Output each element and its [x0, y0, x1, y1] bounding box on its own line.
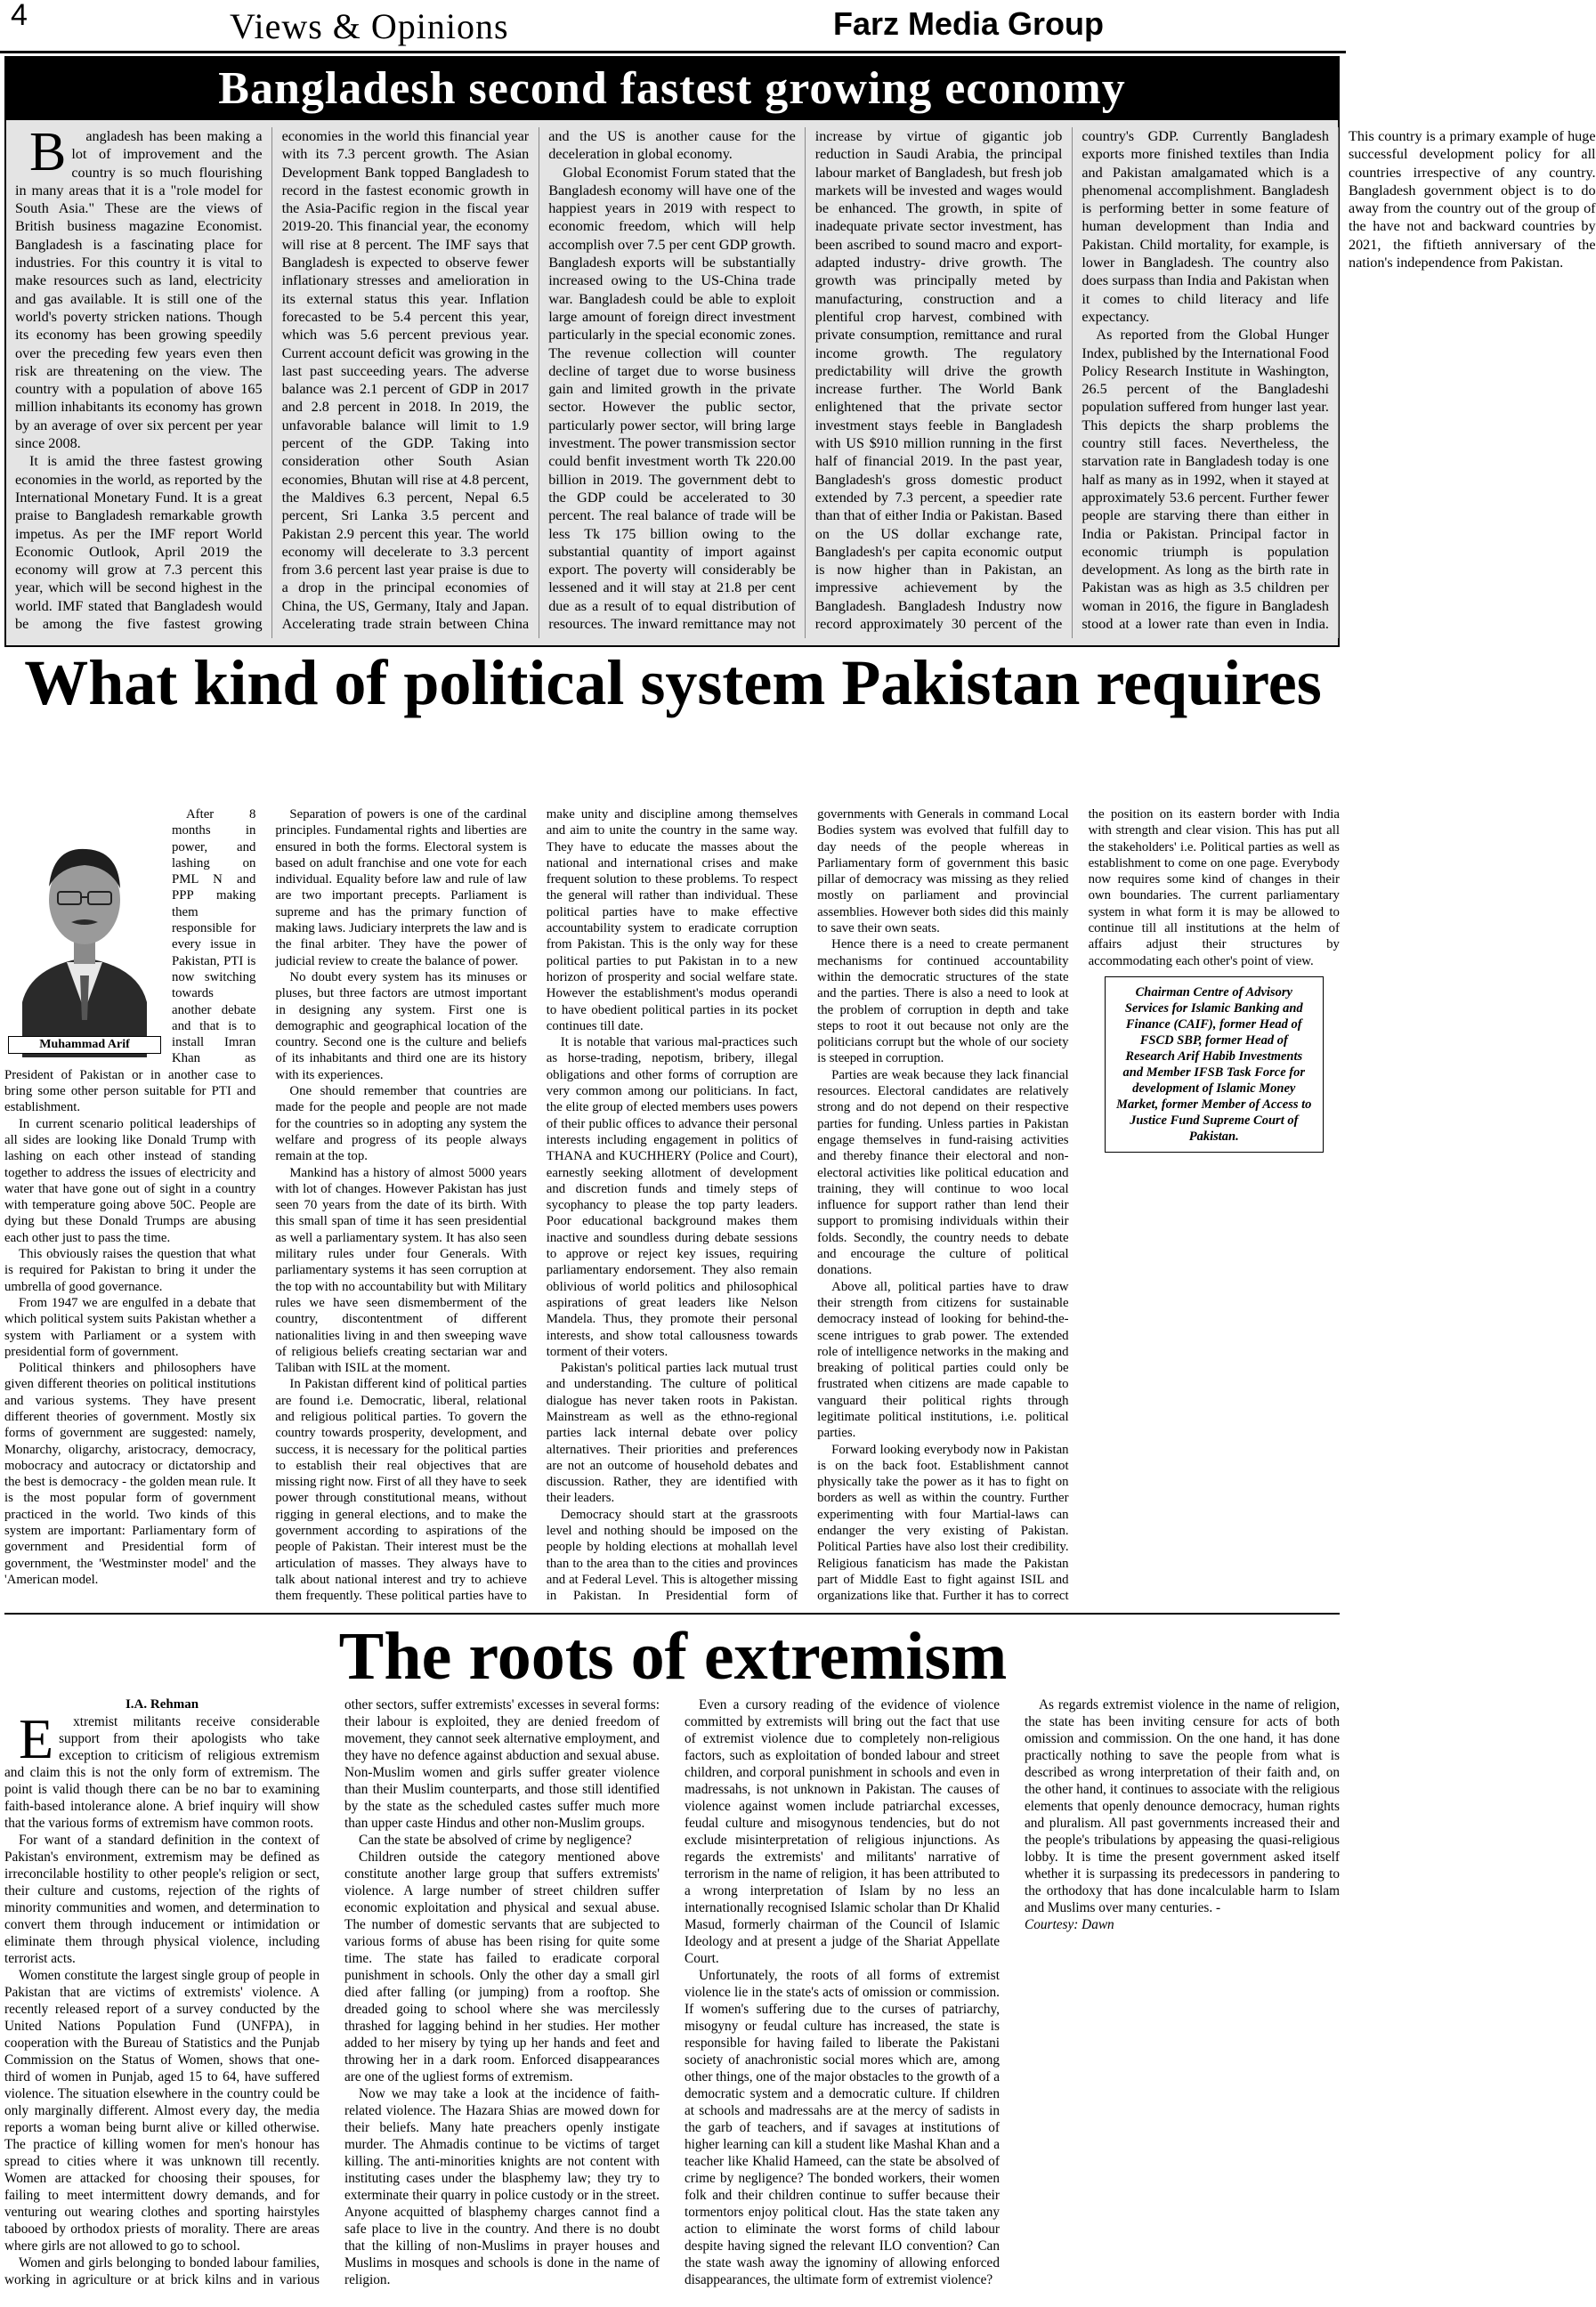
paragraph: In current scenario political leaderships of all sides are looking like Donald Trump with lashing on each other instead of standing together to address the issues of electricity and water that have gone out of sight in a country with temperature going above 50C. People are dying but these Donald Trumps are abusing each other just to pass the time. — [4, 1116, 256, 1245]
paragraph: It is notable that various mal-practices such as horse-trading, nepotism, bribery, illegal obligations and other forms of corruption are very common among our politicians. In fact, the elite group of elected members uses powers of their public offices to advance their personal interests including engagement in politics of THANA and KUCHHERY (Police and Court), earnestly seeking allotment of development and discretion funds and timely steps of sycophancy to please the top party leaders. Poor educational background makes them inactive and soundless during debate sessions to approve or reject key issues, requiring parliamentary endorsement. They also remain oblivious of world politics and philosophical aspirations of great leaders like Nelson Mandela. Thus, they promote their personal interests, and show total callousness towards torment of their voters. — [546, 1035, 798, 1359]
paragraph: Bangladesh has been making a lot of improvement and the country is so much flourishing in many areas that it is a "role model for South Asia." These are the views of British business magazine Economist. Bangladesh is a fascinating place for industries. For this country it is vital to make resources such as land, electricity and gas available. It is still one of the world's poverty stricken nations. Though its economy has been growing speedily over the preceding few years even then risk are threatening on the view. The country with a population of above 165 million inhabitants its economy has grown by an average of over six percent per year since 2008. — [15, 122, 263, 452]
author-bio-box: Chairman Centre of Advisory Services for Islamic Banking and Finance (CAIF), former Head of FSCD SBP, former Head of Research Arif Habib Investments and Member IFSB Task Force for development of Islamic Money Market, former Member of Access to Justice Fund Supreme Court of Pakistan. — [1105, 976, 1324, 1153]
paragraph: Extremist militants receive considerable support from their apologists who take exception to criticism of religious extremism and claim this is not the only form of extremism. The point is valid though there can be no bar to examining faith-based intolerance alone. A brief inquiry will show that the various forms of extremism have common roots. — [4, 1707, 320, 1831]
paragraph: Now we may take a look at the incidence of faith-related violence. The Hazara Shias are mowed down for their beliefs. Many hate preachers openly instigate murder. The Ahmadis continue to be victims of target killing. The anti-minorities knights are not content with instituting cases under the blasphemy law; they try to exterminate their quarry in police custody or in the street. Anyone acquitted of blasphemy charges cannot find a safe place to live in the country. And there is no doubt that the killing of non-Muslims in prayer houses and Muslims in mosques and schools is done in the name of religion. — [344, 2086, 660, 2287]
article-extremism-body — [4, 1696, 1340, 2302]
masthead-rule — [0, 51, 1346, 53]
paragraph: One should remember that countries are made for the people and people are not made for the countries so in adopting any system the welfare and progress of its people always remain at the top. — [275, 1084, 527, 1164]
paragraph: In Pakistan different kind of political parties are found i.e. Democratic, liberal, relational and religious political parties. To govern the country towards prosperity, development, and success, it is necessary for the political parties to establish their real objectives that are missing right now. First of all they have to seek power through constitutional means, without rigging in general elections, and to make the government according to aspirations of the people of Pakistan. Their interest must be the articulation of masses. They always have to talk about national interest and try to achieve them frequently. These political parties have to make unity and discipline among themselves and aim to unite the country in the same way. They have to educate the masses about the national and international crises and make frequent solution to these problems. To respect the general will rather than individual. These political parties have to make effective accountability system to eradicate corruption from Pakistan. This is the only way for these political parties to put Pakistan in to a new horizon of prosperity and social welfare state. However the establishment's modus operandi to have obedient political parties in its pocket continues till date. — [275, 807, 798, 1604]
paragraph: It is amid the three fastest growing economies in the world, as reported by the International Monetary Fund. It is a great praise to Bangladesh remarkable growth impetus. As per the IMF report World Economic Outlook, April 2019 the economy will grow at 7.3 percent this year, which will be second highest in the world. IMF stated that Bangladesh would be among the five fastest growing economies in the world this financial year with its 7.3 percent growth. The Asian Development Bank topped Bangladesh to record in the fastest economic growth in the Asia-Pacific region in the fiscal year 2019-20. This financial year, the economy will rise at 8 percent. The IMF says that Bangladesh is expected to observe fewer inflationary stresses and amelioration in its external status this year. Inflation forecasted to be 5.4 percent this year, which was 5.6 percent previous year. Current account deficit was growing in the last past succeeding years. The adverse balance was 2.1 percent of GDP in 2017 and 2.8 percent in 2018. In 2019, the unfavorable balance will limit to 1.9 percent of the GDP. Taking into consideration other South Asian economies, Bhutan will rise at 4.8 percent, the Maldives 6.3 percent, Nepal 6.5 percent, Sri Lanka 3.5 percent and Pakistan 2.9 percent this year. The world economy will decelerate to 3.3 percent from 3.6 percent last year praise is due to a drop in the principal economies of China, the US, Germany, Italy and Japan. Accelerating trade strain between China and the US is another cause for the deceleration in global economy. — [15, 128, 796, 633]
paragraph: Can the state be absolved of crime by negligence? — [359, 1833, 632, 1848]
headline-bangladesh: Bangladesh second fastest growing economy — [6, 58, 1338, 120]
paragraph: Hence there is a need to create permanent mechanisms for continued accountability within the democratic structures of the state and the parties. There is also a need to look at the problem of corruption in depth and take steps to root it out because not only are the politicians corrupt but the whole of our society is steeped in corruption. — [817, 937, 1069, 1066]
masthead — [0, 0, 1346, 53]
byline: I.A. Rehman — [125, 1697, 199, 1712]
article-extremism — [4, 1696, 1340, 2302]
section-title: Views & Opinions — [230, 6, 509, 46]
section-divider — [4, 1613, 1340, 1615]
paragraph: Global Economist Forum stated that the Bangladesh economy will have one of the happiest years in 2019 with respect to economic freedom, which will help accomplish over 7.5 per cent GDP growth. Bangladesh exports will be substantially increased owing to the US-China trade war. Bangladesh could be able to exploit large amount of foreign direct investment particularly in the special economic zones. The revenue collection will counter decline of target due to worse business gain and limited growth in the private sector. However the public sector, particularly power sector, will bring large investment. The power transmission sector could benfit investment worth Tk 220.00 billion in 2019. The government debt to the GDP could be accelerated to 30 percent. The real balance of trade will be less Tk 175 billion owing to the substantial quantity of import against export. The poverty will considerably be lessened and it will stay at 21.8 per cent due as a result of to equal distribution of resources. The inward remittance may not increase by virtue of gigantic job reduction in Saudi Arabia, the principal labour market of Bangladesh, but fresh job markets will be invested and wages would be enhanced. The growth, in spite of inadequate private sector investment, has been ascribed to sound macro and export-adapted industry- drive growth. The growth was principally meted by manufacturing, construction and a plentiful crop harvest, combined with private consumption, remittance and rural income growth. The regulatory predictability will drive the growth increase further. The World Bank enlightened that the private sector investment stays feeble in Bangladesh with US $910 million running in the first half of financial 2019. In the past year, Bangladesh's gross domestic product extended by 7.3 percent, a speedier rate than that of either India or Pakistan. Based on the US dollar exchange rate, Bangladesh's per capita economic output is now higher than in Pakistan, an impressive achievement by the Bangladesh. Bangladesh Industry now record approximately 30 percent of the country's GDP. Currently Bangladesh exports more finished textiles than India and Pakistan amalgamated which is a phenomenal accomplishment. Bangladesh is performing better in some feature of human development than India and Pakistan. Child mortality, for example, is lower in Bangladesh. The country also does surpass than India and Pakistan when it comes to child literacy and life expectancy. — [548, 128, 1329, 633]
paragraph: Women and girls belonging to bonded labour families, working in agriculture or at brick kilns and in various other sectors, suffer extremists' excesses in several forms: their labour is exploited, they are denied freedom of movement, they cannot seek alternative employment, and they have no defence against abduction and sexual abuse. Non-Muslim women and girls suffer greater violence than their Muslim counterparts, and those still identified by the state as the scheduled castes suffer much more than upper caste Hindus and other non-Muslim groups. — [4, 1697, 660, 2287]
author-photo — [4, 806, 165, 1057]
paragraph: Political thinkers and philosophers have given different theories on political institutions and various systems. They have present different theories of government. Mostly six forms of government are suggested: namely, Monarchy, oligarchy, aristocracy, democracy, mobocracy and autocracy or dictatorship and the best is democracy - the golden mean rule. It is the most popular form of government practiced in the world. Two kinds of this system are important: Parliamentary form of government and Presidential form of government, the 'Westminster model' and the 'American model. — [4, 1361, 256, 1587]
paragraph: Children outside the category mentioned above constitute another large group that suffers extremists' violence. A large number of street children suffer economic exploitation and physical and sexual abuse. The number of domestic servants that are subjected to various forms of abuse has been rising for quite some time. The state has failed to eradicate corporal punishment in schools. Only the other day a small girl died after falling (or jumping) from a rooftop. She dreaded going to school where she was mercilessly thrashed for lagging behind in her studies. Her mother added to her misery by tying up her hands and feet and throwing her in a dark room. Enforced disappearances are one of the ugliest forms of extremism. — [344, 1850, 660, 2084]
paragraph: From 1947 we are engulfed in a debate that which political system suits Pakistan whether a system with Parliament or a system with presidential form of government. — [4, 1295, 256, 1359]
page-number: 4 — [11, 0, 28, 32]
paragraph: Mankind has a history of almost 5000 years with lot of changes. However Pakistan has just seen 70 years from the date of its birth. With this small span of time it has seen presidential as well a parliamentary system. It has also seen military rules under four Generals. With parliamentary systems it has seen corruption at the top with no accountability but with Military rules we have seen dismemberment of the country, discontentment of different nationalities living in and then sweeping wave of religious beliefs creating sectarian war and Taliban with ISIL at the moment. — [275, 1165, 527, 1376]
headline-extremism: The roots of extremism — [338, 1619, 1008, 1694]
paragraph: Even a cursory reading of the evidence of violence committed by extremists will bring out the fact that use of extremist violence due to completely non-religious factors, such as exploitation of bonded labour and street children, and corporal punishment in schools and even in madressahs, is not unknown in Pakistan. The causes of violence against women include patriarchal excesses, feudal culture and misogynous tendencies, but do not exclude misinterpretation of religious injunctions. As regards the extremists' and militants' narrative of terrorism in the name of religion, it has been attributed to a wrong interpretation of Islam by no less an internationally recognised Islamic scholar than Dr Khalid Masud, formerly chairman of the Council of Islamic Ideology and at present a judge of the Shariat Appellate Court. — [685, 1697, 1000, 1966]
article-political-system-body — [4, 806, 1340, 1609]
article-bangladesh-body — [15, 122, 1596, 638]
paragraph: Forward looking everybody now in Pakistan is on the back foot. Establishment cannot physically take the power as it has to fight on borders as well as within the country. Further experimenting with four Martial-laws can endanger the very existing of Pakistan. Political Parties have also lost their credibility. Religious fanaticism has made the Pakistan part of Middle East to fight against ISIL and organizations like that. Further it has to correct the position on its eastern border with India with strength and clear vision. This has put all the stakeholders' i.e. Political parties as well as establishment to come on one page. Everybody now requires some kind of changes in their own boundaries. The current parliamentary system in what form it is may be allowed to continue till all institutions at the helm of affairs adjust their structures by accommodating each other's point of view. — [817, 807, 1340, 1604]
paragraph: Parties are weak because they lack financial resources. Electoral candidates are relatively strong and do not depend on their respective parties for funding. Unless parties in Pakistan engage themselves in fund-raising activities and thereby finance their electoral and non-electoral activities like political education and training, they will continue to woo local influence for support rather than lend their support to promising individuals within their folds. Secondly, the country needs to debate and encourage the culture of political donations. — [817, 1067, 1069, 1278]
author-portrait-image — [4, 806, 165, 1057]
paragraph: Democracy should start at the grassroots level and nothing should be imposed on the people by holding elections at mohallah level than to the area than to the cities and provinces and at Federal Level. This is altogether missing in Pakistan. In Presidential form of governments with Generals in command Local Bodies system was evolved that fulfill day to day needs of the people whereas in Parliamentary form of government this basic pillar of democracy was missing as they relied mostly on parliament and provincial assemblies. However both sides did this mainly to save their own seats. — [546, 807, 1069, 1604]
paragraph: Unfortunately, the roots of all forms of extremist violence lie in the state's acts of omission or commission. If women's suffering due to the curses of patriarchy, misogyny or feudal culture has increased, the state is responsible for having failed to liberate the Pakistani society of anachronistic social mores which are, among other things, one of the major obstacles to the growth of a democratic system and a democratic culture. If children at schools and madressahs are at the mercy of sadists in the garb of teachers, and if savages at institutions of higher learning can kill a student like Mashal Khan and a teacher like Khalid Hameed, can the state be absolved of crime by negligence? The bonded workers, their women folk and their children continue to suffer because their tormentors enjoy political clout. Has the state taken any action to eliminate the worst forms of child labour despite having signed the relevant ILO convention? Can the state wash away the ignominy of allowing enforced disappearances, the ultimate form of extremist violence? — [685, 1968, 1000, 2287]
headline-political-system: What kind of political system Pakistan requires — [24, 647, 1322, 718]
paragraph: This obviously raises the question that what is required for Pakistan to bring it under the umbrella of good governance. — [4, 1247, 256, 1294]
article-bangladesh — [4, 56, 1596, 647]
paragraph: Pakistan's political parties lack mutual trust and understanding. The culture of political dialogue has never taken roots in Pakistan. Mainstream as well as the ethno-regional parties lack internal debate over policy alternatives. Their priorities and preferences are not an outcome of household debates and discussion. Rather, they are identified with their leaders. — [546, 1361, 798, 1506]
paragraph: For want of a standard definition in the context of Pakistan's environment, extremism may be defined as irreconcilable hostility to other people's religion or sect, their culture and customs, rejection of the rights of minority communities and women, and determination to convert them through inducement or intimidation or eliminate them through physical violence, including terrorist acts. — [4, 1833, 320, 1966]
paragraph: As reported from the Global Hunger Index, published by the International Food Policy Research Institute in Washington, 26.5 percent of the Bangladeshi population suffered from hunger last year. This depicts the sharp problems the country still faces. Nevertheless, the starvation rate in Bangladesh today is one half as many as in 1992, when it stayed at approximately 53.6 percent. Further fewer people are starving there than either in India or Pakistan. Principal factor in economic triumph is population development. As long as the birth rate in Pakistan was as high as 3.5 children per woman in 2016, the figure in Bangladesh stood at a lower rate than even in India. This country is a primary example of huge successful development policy for all countries irrespective of any country. Bangladesh government object is to do away from the country out of the group of the have not and backward countries by 2021, the fiftieth anniversary of the nation's independence from Pakistan. — [1082, 128, 1596, 633]
paragraph: As regards extremist violence in the name of religion, the state has been inviting censure for acts of both omission and commission. On the one hand, it has done practically nothing to save the people from what is described as wrong interpretation of their faith and, on the other hand, it continues to associate with the religious elements that openly denounce democracy, human rights and pluralism. All past governments increased their and the people's tribulations by appeasing the quasi-religious lobby. It is time the present government asked itself whether it is surpassing its predecessors in pandering to the orthodoxy that has done incalculable harm to Islam and Muslims over many centuries. - — [1025, 1697, 1340, 1915]
paragraph: Separation of powers is one of the cardinal principles. Fundamental rights and liberties are ensured in both the forms. Electoral system is based on adult franchise and one vote for each individual. Equality before law and rule of law are two important precepts. Parliament is supreme and has the primary function of making laws. Judiciary interprets the law and is the final arbiter. They have the power of judicial review to create the balance of power. — [275, 807, 527, 968]
publisher-name: Farz Media Group — [833, 5, 1105, 42]
article-political-system — [4, 806, 1340, 1609]
courtesy-line: Courtesy: Dawn — [1025, 1917, 1114, 1932]
paragraph: After 8 months in power, and lashing on PML N and PPP making them responsible for every issue in Pakistan, PTI is now switching towards another debate and that is to install Imran Khan as President of Pakistan or in another case to bring some other person suitable for PTI and establishment. — [4, 807, 256, 1115]
author-caption: Muhammad Arif — [8, 1036, 161, 1054]
paragraph: Above all, political parties have to draw their strength from citizens for sustainable democracy instead of looking for behind-the-scene intrigues to grab power. The extended role of intelligence networks in the making and breaking of political parties could only be frustrated when citizens are made capable to vanguard their political rights through legitimate political institutions, i.e. political parties. — [817, 1279, 1069, 1441]
paragraph: Women constitute the largest single group of people in Pakistan that are victims of extremists' violence. A recently released report of a survey conducted by the United Nations Population Fund (UNFPA), in cooperation with the Bureau of Statistics and the Punjab Commission on the Status of Women, shows that one-third of women in Punjab, aged 15 to 64, have suffered violence. The situation elsewhere in the country could be only marginally different. Almost every day, the media reports a woman being burnt alive or killed otherwise. The practice of killing women for men's honour has spread to cities where it was unknown till recently. Women are attacked for choosing their spouses, for failing to meet intermittent dowry demands, and for venturing out wearing clothes and sporting hairstyles tabooed by orthodox priests of morality. There are areas where girls are not allowed to go to school. — [4, 1968, 320, 2254]
paragraph: No doubt every system has its minuses or pluses, but three factors are utmost important in designing any system. First one is demographic and geographical location of the country. Second one is the culture and beliefs of its inhabitants and third one are its history with its experiences. — [275, 969, 527, 1082]
